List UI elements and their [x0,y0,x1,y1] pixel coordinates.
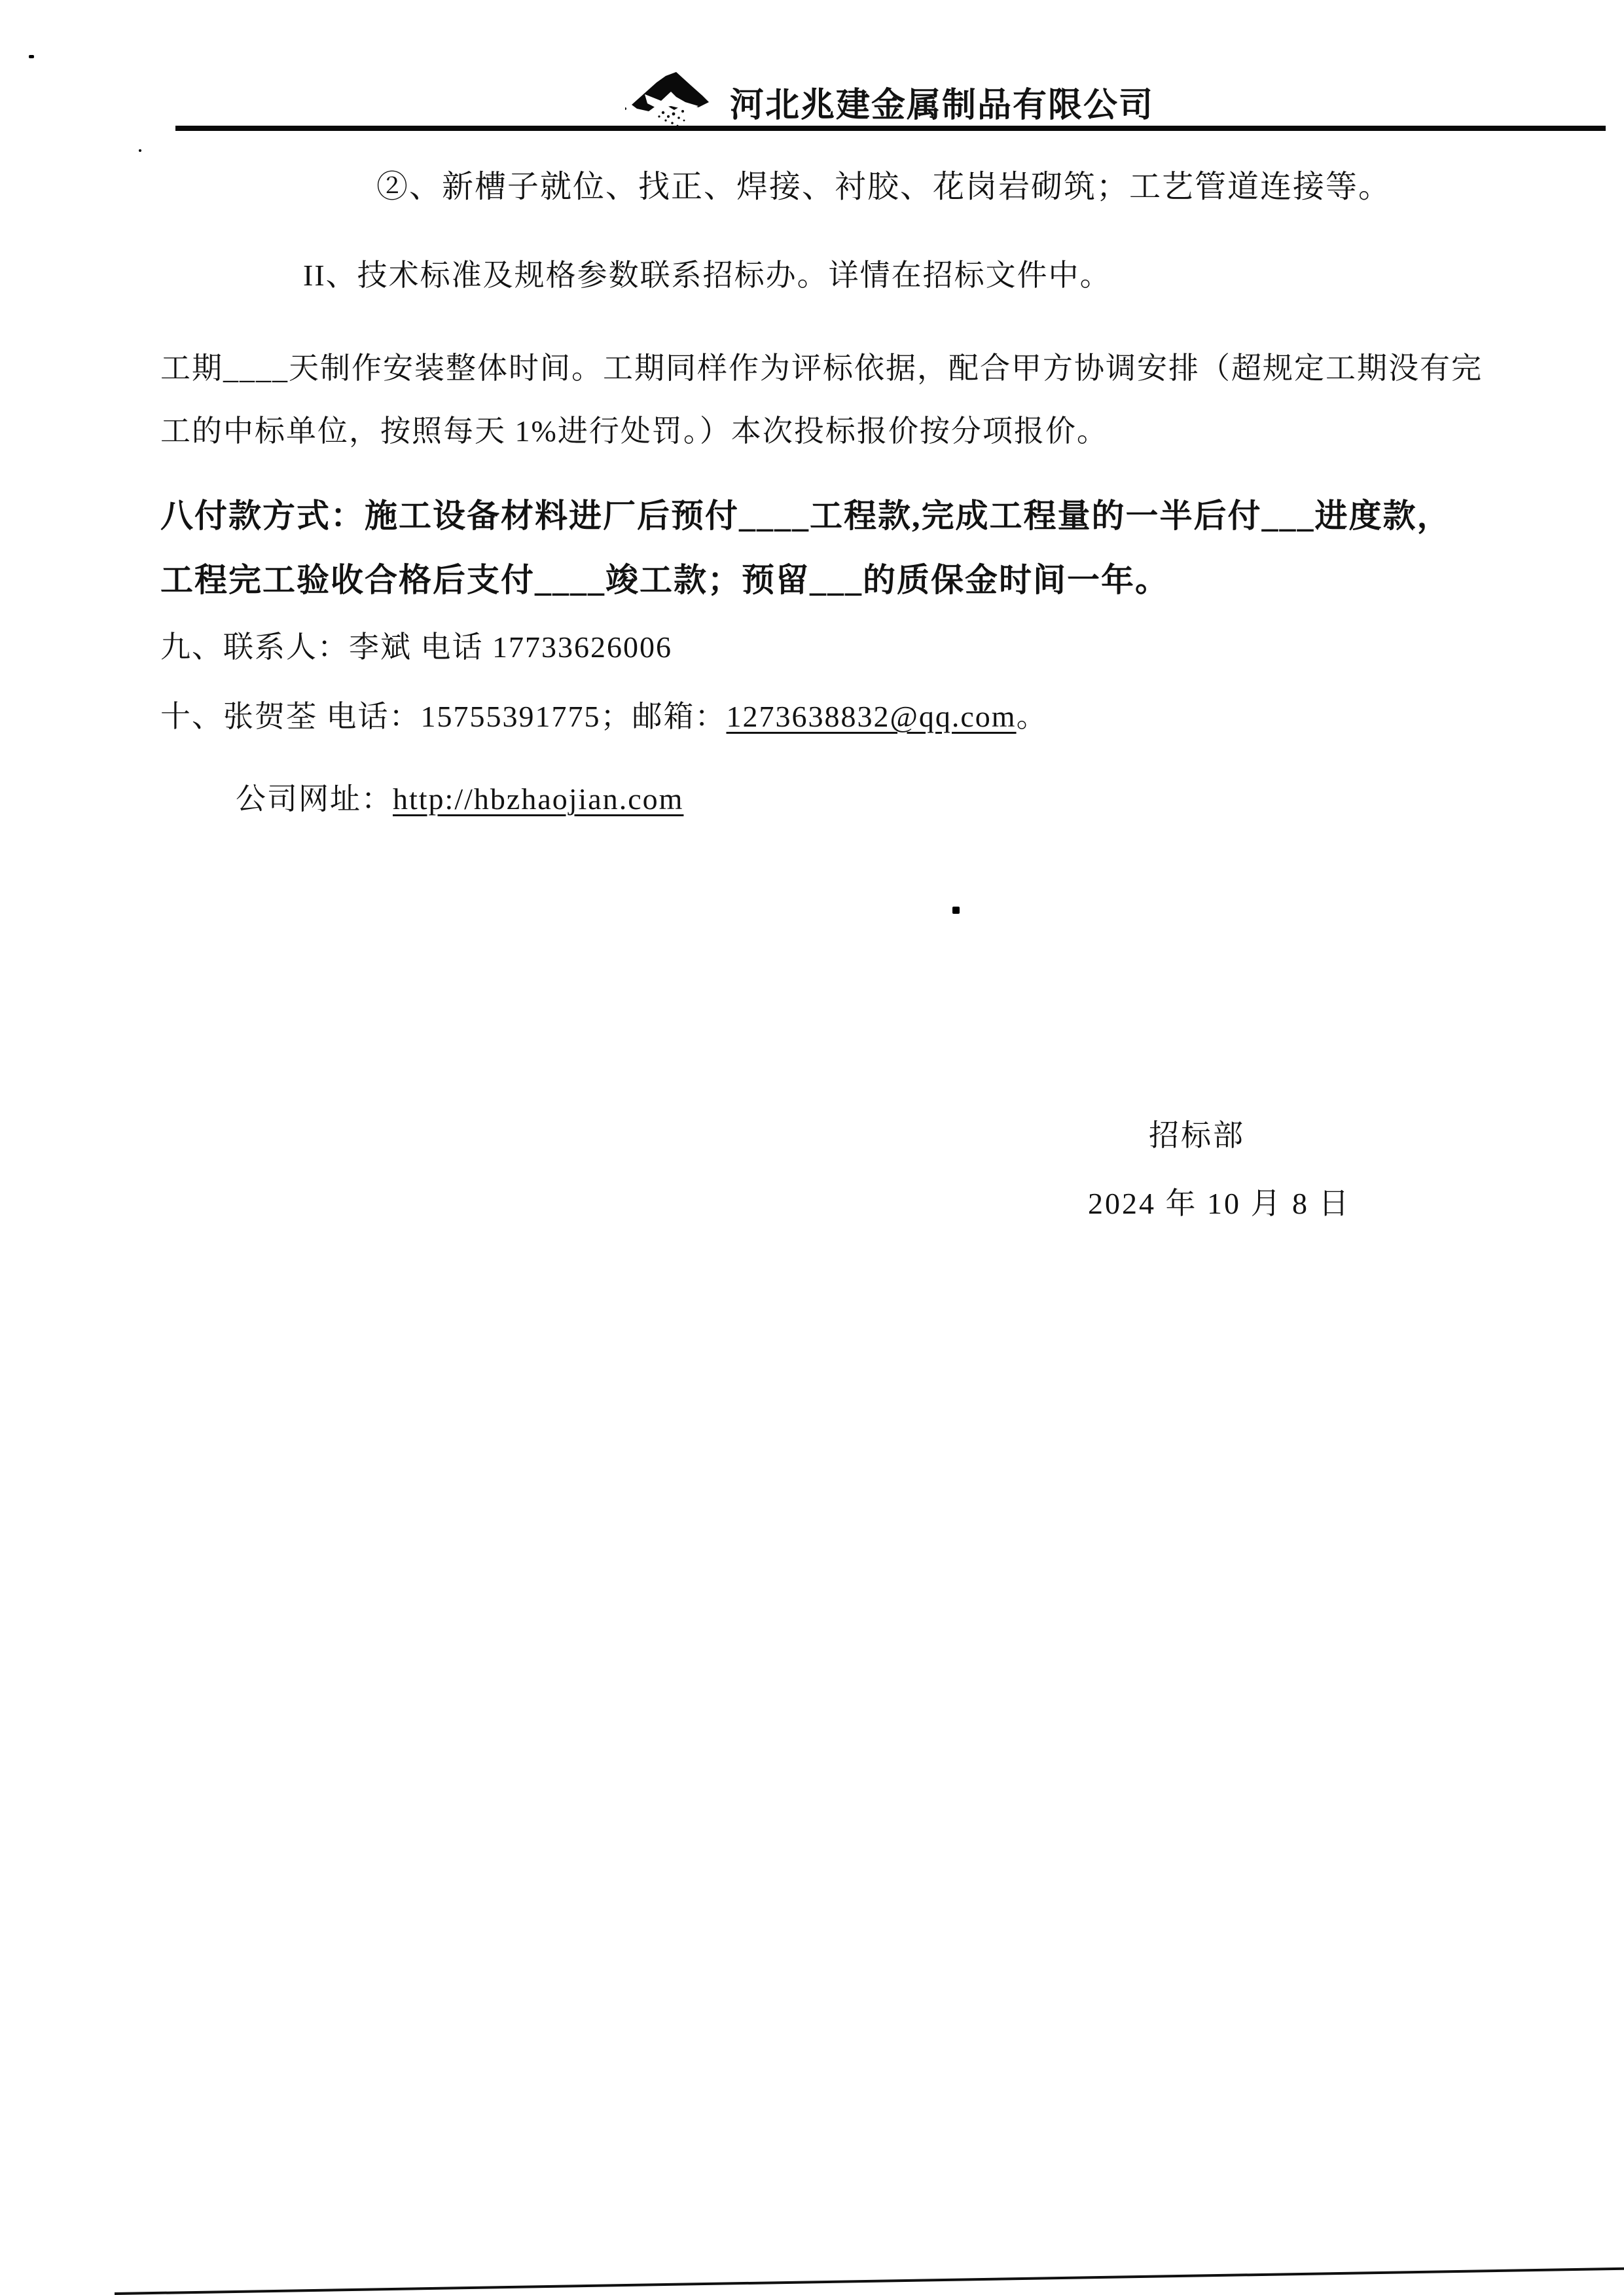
contact-2-text: 十、张贺荃 电话：15755391775；邮箱： [160,700,727,733]
list-item-ii: II、技术标准及规格参数联系招标办。详情在招标文件中。 [303,259,1111,292]
contact-person-1: 九、联系人：李斌 电话 17733626006 [160,630,672,664]
company-mountain-logo-icon [625,71,723,130]
website-label: 公司网址： [236,782,393,816]
signature-date: 2024 年 10 月 8 日 [1088,1187,1351,1220]
contact-person-2 [160,693,1048,736]
scanner-artifact-line [115,2266,1624,2295]
scan-speck [952,907,960,914]
company-name: 河北兆建金属制品有限公司 [730,87,1155,124]
scan-speck [29,55,34,58]
duration-paragraph-line2: 工的中标单位，按照每天 1%进行处罚。）本次投标报价按分项报价。 [160,414,1108,448]
payment-terms-line2: 工程完工验收合格后支付____竣工款；预留___的质保金时间一年。 [160,562,1169,598]
contact-2-period: 。 [1016,700,1048,733]
header-divider-rule [175,126,1606,131]
duration-paragraph-line1: 工期____天制作安装整体时间。工期同样作为评标依据，配合甲方协调安排（超规定工期没有完 [160,352,1483,385]
scan-speck [139,149,141,152]
payment-terms-line1: 八付款方式：施工设备材料进厂后预付____工程款,完成工程量的一半后付___进度款， [160,497,1451,534]
website-url-link[interactable]: http://hbzhaojian.com [393,782,684,816]
document-header [0,65,1624,128]
signature-department: 招标部 [1149,1119,1245,1152]
list-item-circle2: ②、新槽子就位、找正、焊接、衬胶、花岗岩砌筑；工艺管道连接等。 [376,170,1392,204]
company-website-line [236,775,683,818]
contact-2-email-link[interactable]: 1273638832@qq.com [726,700,1017,733]
